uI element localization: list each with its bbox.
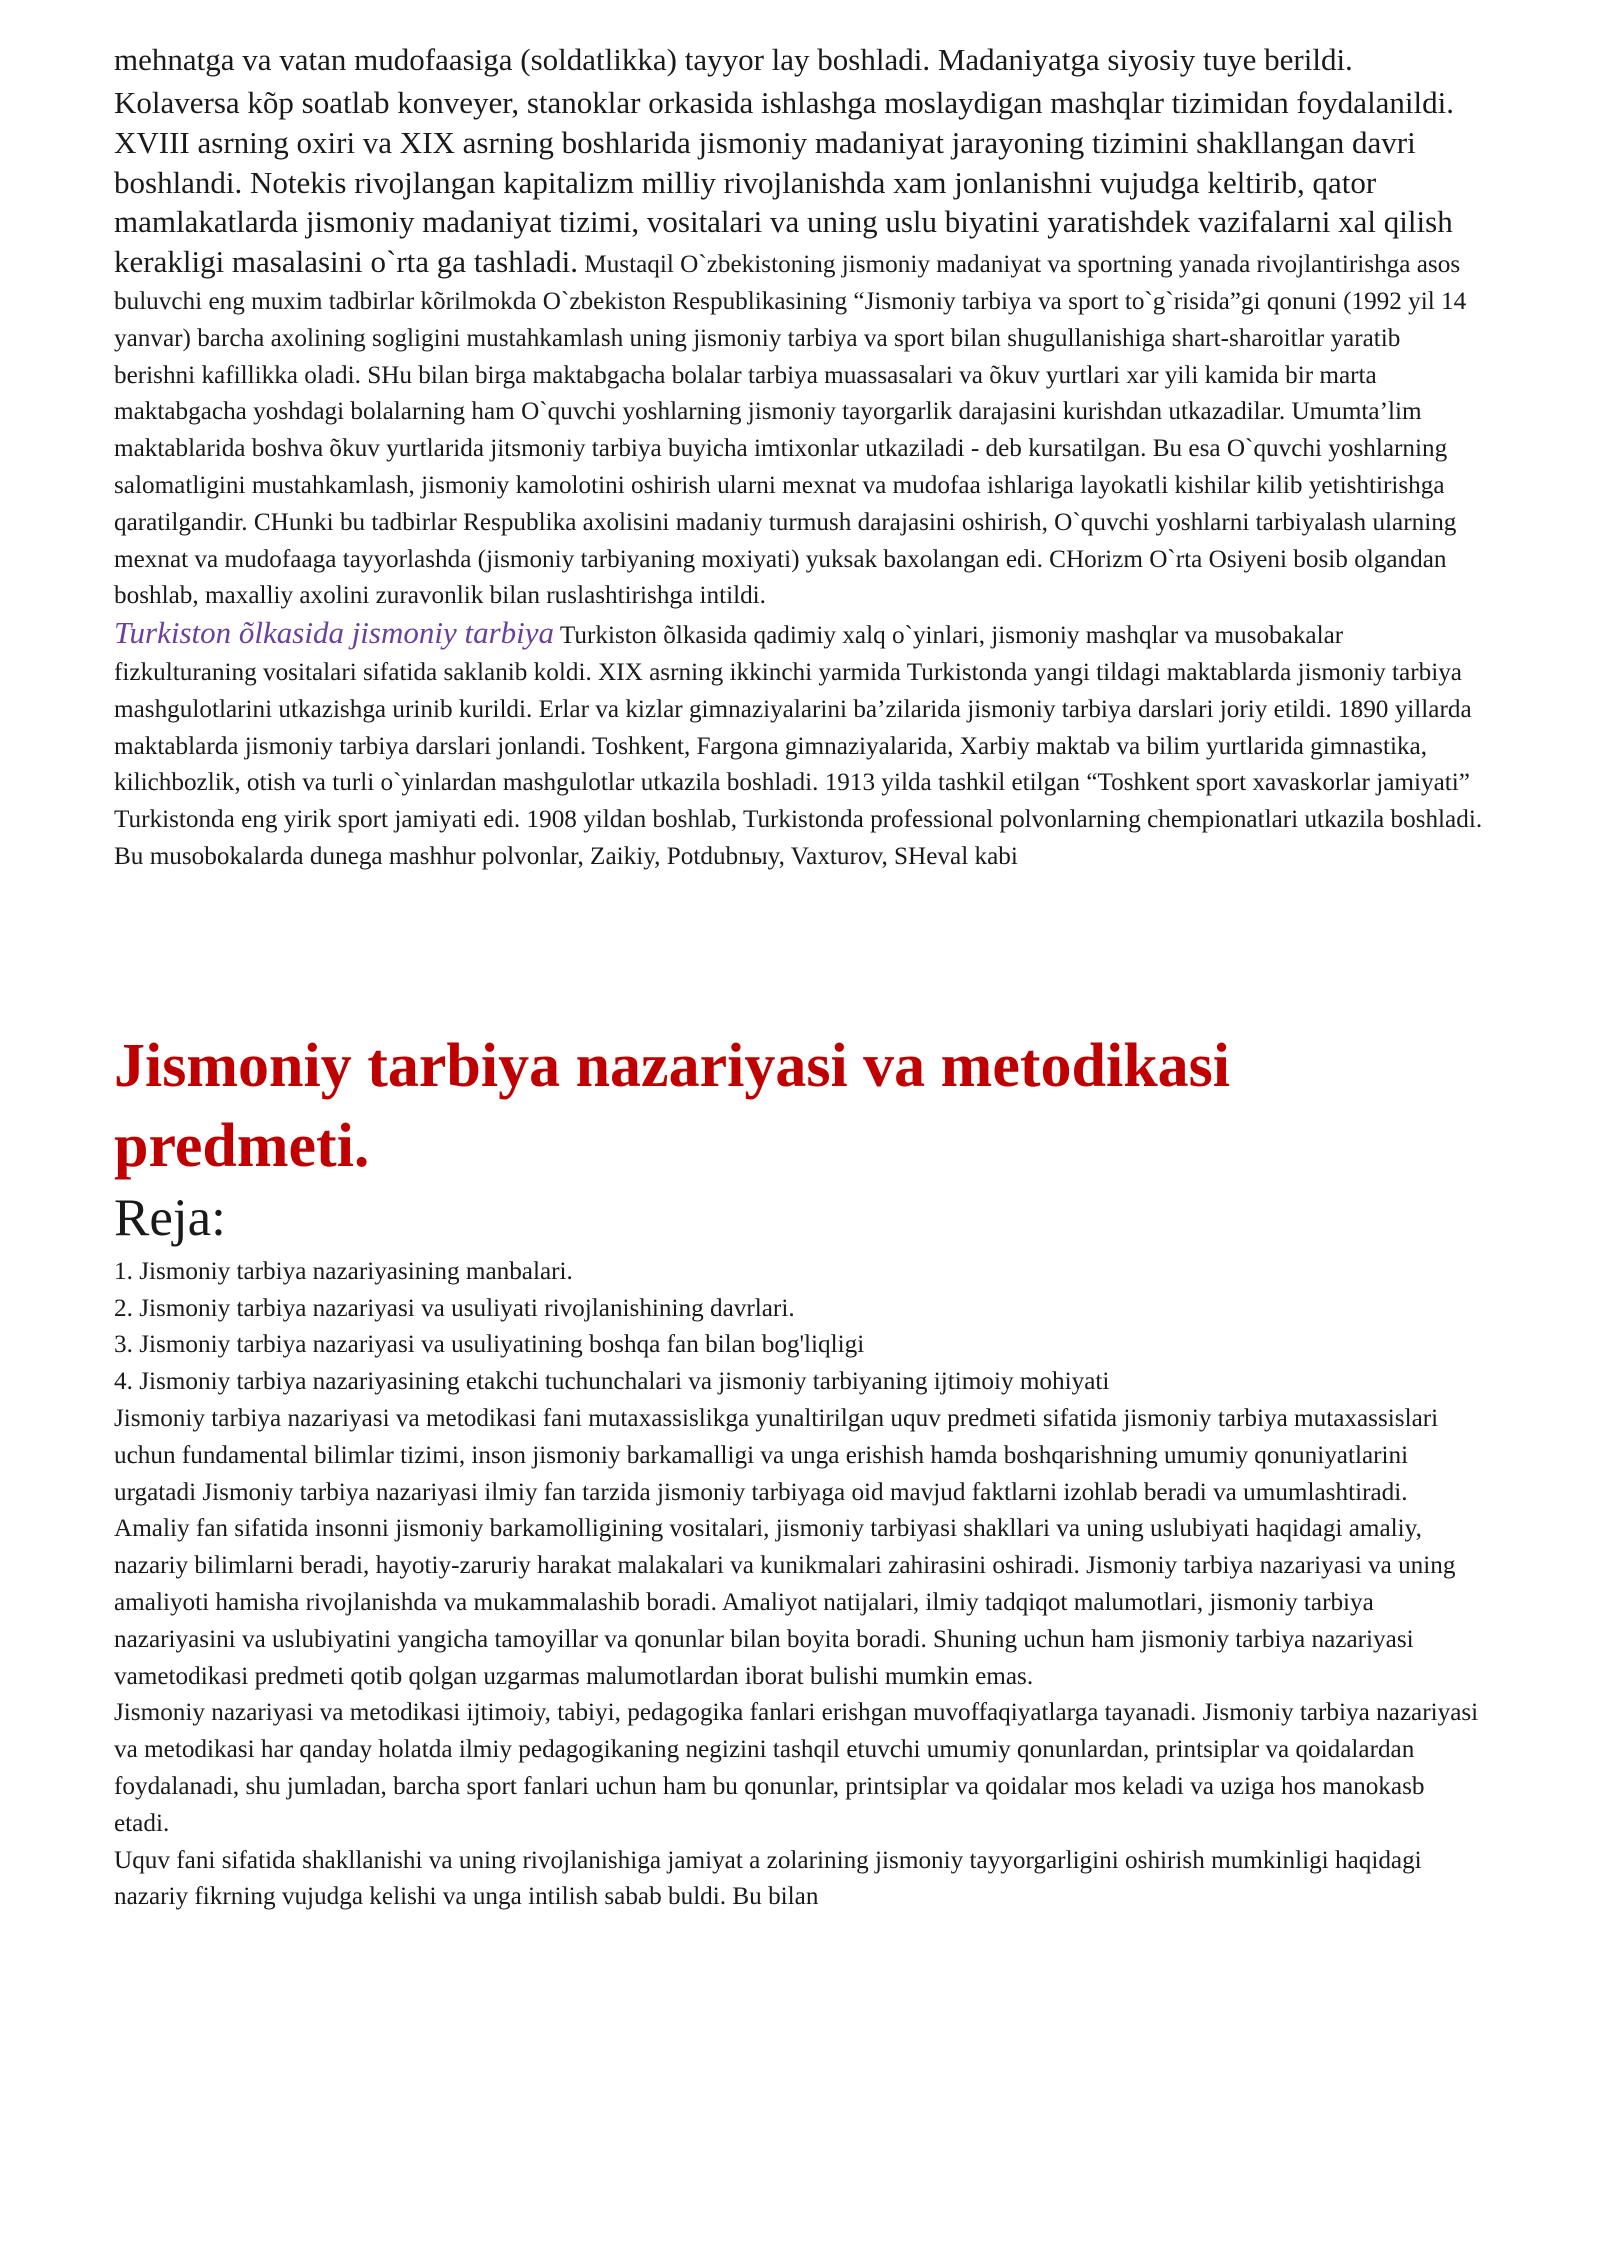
chapter-paragraph-1: Jismoniy tarbiya nazariyasi va metodikasi fani mutaxassislikga yunaltirilgan uquv predmeti sifatida jismoniy tarbiya mutaxassislari uchun fundamental bilimlar tizimi, inson jismoniy barkamalligi va unga erishish hamda boshqarishning umumiy qonuniyatlarini urgatadi Jismoniy tarbiya nazariyasi ilmiy fan tarzida jismoniy tarbiyaga oid mavjud faktlarni izohlab beradi va umumlashtiradi. Amaliy fan sifatida insonni jismoniy barkamolligining vositalari, jismoniy tarbiyasi shakllari va uning uslubiyati haqidagi amaliy, nazariy bilimlarni beradi, hayotiy-zaruriy harakat malakalari va kunikmalari zahirasini oshiradi. Jismoniy tarbiya nazariyasi va uning amaliyoti hamisha rivojlanishda va mukammalashib boradi. Amaliyot natijalari, ilmiy tadqiqot malumotlari, jismoniy tarbiya nazariyasini va uslubiyatini yangicha tamoyillar va qonunlar bilan boyita boradi. Shuning uchun ham jismoniy tarbiya nazariyasi vametodikasi predmeti qotib qolgan uzgarmas malumotlardan iborat bulishi mumkin emas. bbox=[114, 1404, 1456, 1690]
section-spacer bbox=[114, 876, 1484, 1026]
intro-paragraph-2-rest: Mustaqil O`zbekistoning jismoniy madaniyat va sportning yanada rivojlantirishga asos buluvchi eng muxim tadbirlar kõrilmokda O`zbekiston Respublikasining “Jismoniy tarbiya va sport to`g`risida”gi qonuni (1992 yil 14 yanvar) barcha axolining sogligini mustahkamlash uning jismoniy tarbiya va sport bilan shugullanishiga shart-sharoitlar yaratib berishni kafillikka oladi. SHu bilan birga maktabgacha bolalar tarbiya muassasalari va õkuv yurtlari xar yili kamida bir marta maktabgacha yoshdagi bolalarning ham O`quvchi yoshlarning jismoniy tayorgarlik darajasini kurishdan utkazadilar. Umumta’lim maktablarida boshva õkuv yurtlarida jitsmoniy tarbiya buyicha imtixonlar utkaziladi - deb kursatilgan. Bu esa O`quvchi yoshlarning salomatligini mustahkamlash, jismoniy kamolotini oshirish ularni mexnat va mudofaa ishlariga layokatli kishilar kilib yetishtirishga qaratilgandir. CHunki bu tadbirlar Respublika axolisini madaniy turmush darajasini oshirish, O`quvchi yoshlarni tarbiyalash ularning mexnat va mudofaaga tayyorlashda (jismoniy tarbiyaning moxiyati) yuksak baxolangan edi. CHorizm O`rta Osiyeni bosib olgandan boshlab, maxalliy axolini zuravonlik bilan ruslashtirishga intildi. bbox=[114, 251, 1467, 610]
reja-list bbox=[114, 1254, 1484, 1401]
reja-item: 4. Jismoniy tarbiya nazariyasining etakchi tuchunchalari va jismoniy tarbiyaning ijtimoiy mohiyati bbox=[114, 1368, 1110, 1396]
turkiston-section-title: Turkiston õlkasida jismoniy tarbiya bbox=[114, 615, 555, 651]
turkiston-paragraph bbox=[114, 615, 1484, 876]
reja-label: Reja: bbox=[114, 1188, 226, 1247]
chapter-paragraph-2: Jismoniy nazariyasi va metodikasi ijtimoiy, tabiyi, pedagogika fanlari erishgan muvoffaqiyatlarga tayanadi. Jismoniy tarbiya nazariyasi va metodikasi har qanday holatda ilmiy pedagogikaning negizini tashqil etuvchi umumiy qonunlardan, printsiplar va qoidalardan foydalanadi, shu jumladan, barcha sport fanlari uchun ham bu qonunlar, printsiplar va qoidalar mos keladi va uziga hos manokasb etadi. bbox=[114, 1699, 1479, 1837]
intro-paragraph-1: mehnatga va vatan mudofaasiga (soldatlikka) tayyor lay boshladi. Madaniyatga siyosiy tuye berildi. Kolaversa kõp soatlab konveyer, stanoklar orkasida ishlashga moslaydigan mashqlar tizimidan foydalanildi. bbox=[114, 42, 1455, 121]
chapter-title: Jismoniy tarbiya nazariyasi va metodikasi predmeti. bbox=[114, 1031, 1231, 1180]
chapter-paragraph-3: Uquv fani sifatida shakllanishi va uning rivojlanishiga jamiyat a zolarining jismoniy tayyorgarligini oshirish mumkinligi haqidagi nazariy fikrning vujudga kelishi va unga intilish sabab buldi. Bu bilan bbox=[114, 1846, 1422, 1911]
turkiston-body: Turkiston õlkasida qadimiy xalq o`yinlari, jismoniy mashqlar va musobakalar fizkulturaning vositalari sifatida saklanib koldi. XIX asrning ikkinchi yarmida Turkistonda yangi tildagi maktablarda jismoniy tarbiya mashgulotlarini utkazishga urinib kurildi. Erlar va kizlar gimnaziyalarini ba’zilarida jismoniy tarbiya darslari joriy etildi. 1890 yillarda maktablarda jismoniy tarbiya darslari jonlandi. Toshkent, Fargona gimnaziyalarida, Xarbiy maktab va bilim yurtlarida gimnastika, kilichbozlik, otish va turli o`yinlardan mashgulotlar utkazila boshladi. 1913 yilda tashkil etilgan “Toshkent sport xavaskorlar jamiyati” Turkistonda eng yirik sport jamiyati edi. 1908 yildan boshlab, Turkistonda professional polvonlarning chempionatlari utkazila boshladi. Bu musobokalarda dunega mashhur polvonlar, Zaikiy, Potdubnыy, Vaxturov, SHeval kabi bbox=[114, 622, 1483, 870]
document-page bbox=[114, 38, 1484, 1916]
reja-item: 2. Jismoniy tarbiya nazariyasi va usuliyati rivojlanishining davrlari. bbox=[114, 1294, 795, 1322]
reja-item: 1. Jismoniy tarbiya nazariyasining manbalari. bbox=[114, 1257, 573, 1285]
intro-paragraph-2-lead: XVIII asrning oxiri va XIX asrning boshlarida jismoniy madaniyat jarayoning tizimini shakllangan davri boshlandi. Notekis rivojlangan kapitalizm milliy rivojlanishda xam jonlanishni vujudga keltirib, qator mamlakatlarda jismoniy madaniyat tizimi, vositalari va uning uslu biyatini yaratishdek vazifalarni xal qilish kerakligi masalasini o`rta ga tashladi. bbox=[114, 124, 1453, 280]
intro-paragraph-2 bbox=[114, 125, 1484, 615]
reja-item: 3. Jismoniy tarbiya nazariyasi va usuliyatining boshqa fan bilan bog'liqligi bbox=[114, 1331, 865, 1359]
